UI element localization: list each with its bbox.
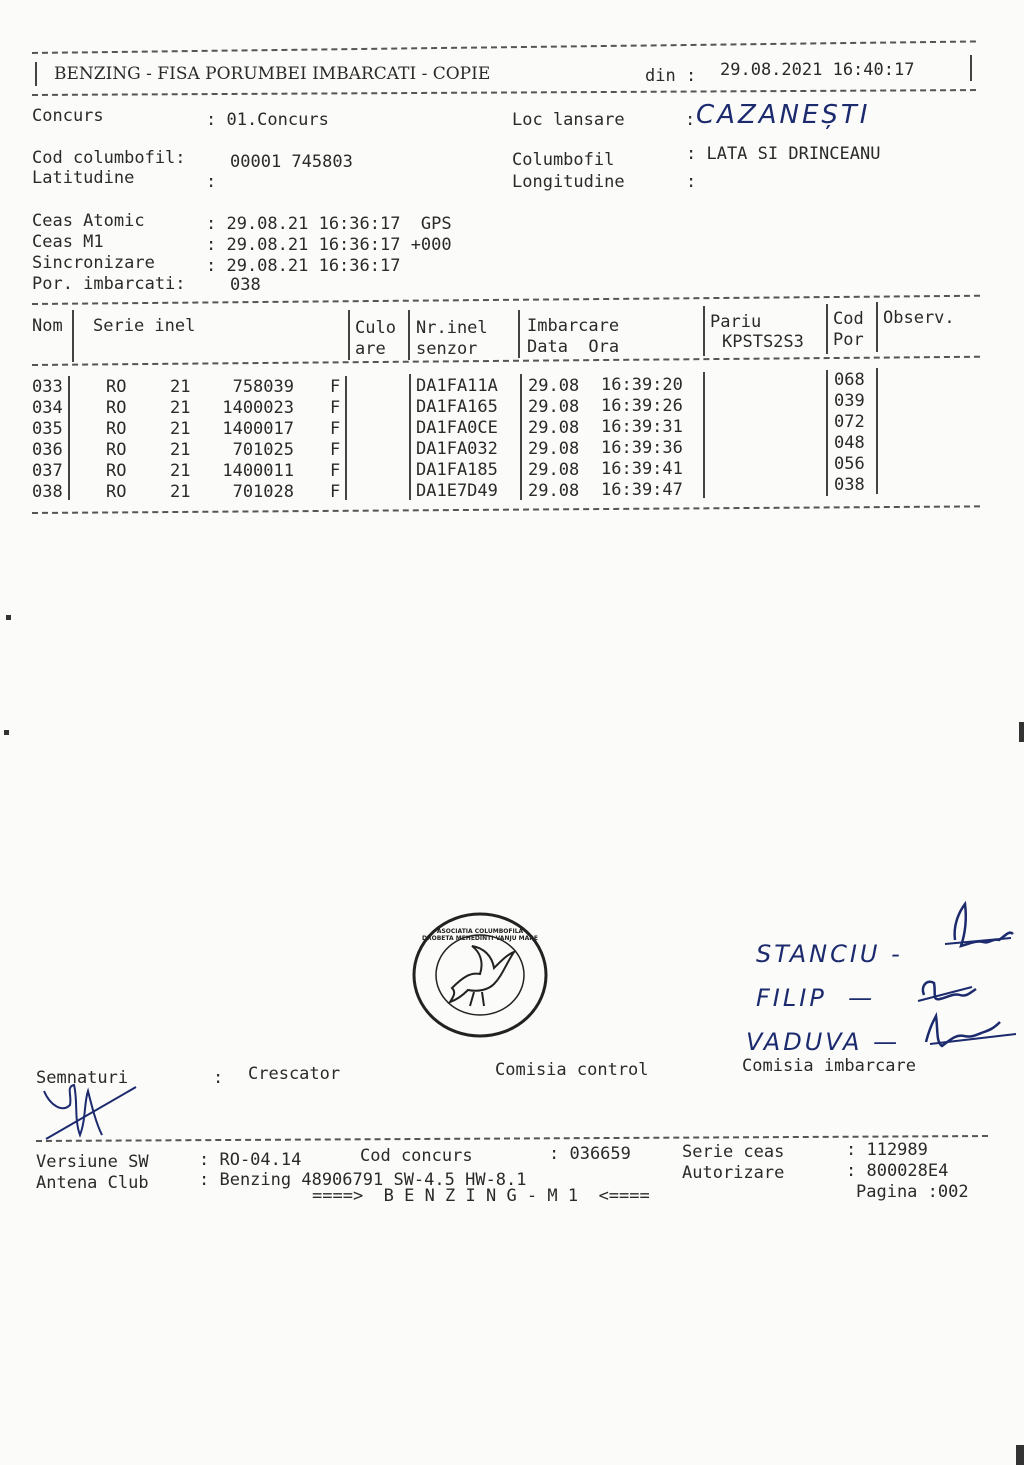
cod-concurs-label: Cod concurs [360, 1146, 473, 1166]
th-nom: Nom [32, 316, 63, 336]
th-pariu-2: KPSTS2S3 [722, 332, 804, 352]
sincronizare-label: Sincronizare [32, 253, 155, 273]
header-left-border [35, 62, 37, 86]
columbofil-value: : LATA SI DRINCEANU [686, 144, 881, 164]
signature-3-icon [920, 1012, 1020, 1056]
td-sep-4 [520, 374, 522, 500]
cell-sensor: DA1FA185 [416, 460, 498, 480]
cell-sensor: DA1FA0CE [416, 418, 498, 438]
th-sep-4 [518, 310, 520, 358]
antena-club-value: : Benzing 48906791 SW-4.5 HW-8.1 [199, 1170, 527, 1190]
cell-date: 29.08 [528, 439, 580, 459]
ceas-m1-value: : 29.08.21 16:36:17 +000 [206, 235, 452, 255]
concurs-value: : 01.Concurs [206, 110, 329, 130]
th-sep-1 [72, 310, 74, 362]
handwritten-name-3: VADUVA — [746, 1028, 911, 1056]
cell-sex: F [330, 482, 341, 502]
cell-year: 21 [170, 461, 191, 481]
cod-columbofil-value: 00001 745803 [230, 152, 353, 172]
cell-year: 21 [170, 377, 191, 397]
cell-cod: 068 [834, 370, 865, 390]
sincronizare-value: : 29.08.21 16:36:17 [206, 256, 401, 276]
cod-concurs-value: : 036659 [549, 1144, 631, 1164]
th-sep-3 [408, 310, 410, 360]
versiune-sw-label: Versiune SW [36, 1152, 149, 1172]
th-cod-1: Cod [833, 309, 864, 329]
cell-sensor: DA1FA032 [416, 439, 498, 459]
cell-sensor: DA1FA11A [416, 376, 498, 396]
cell-country: RO [106, 377, 127, 397]
handwritten-name-2: FILIP — [756, 984, 886, 1012]
td-sep-3 [409, 374, 411, 500]
autorizare-label: Autorizare [682, 1163, 785, 1183]
cell-country: RO [106, 398, 127, 418]
loc-lansare-colon: : [685, 110, 696, 130]
crescator-label: Crescator [248, 1064, 341, 1084]
th-sep-5 [703, 306, 705, 356]
cell-year: 21 [170, 398, 191, 418]
cell-cod: 048 [834, 433, 865, 453]
longitudine-label: Longitudine [512, 172, 625, 192]
cell-ring: 701025 [232, 440, 294, 460]
cell-sex: F [330, 398, 341, 418]
cell-date: 29.08 [528, 376, 580, 396]
cell-date: 29.08 [528, 460, 580, 480]
cell-ring: 1400011 [222, 461, 294, 481]
cell-sex: F [330, 440, 341, 460]
serie-ceas-value: : 112989 [846, 1140, 928, 1160]
td-sep-7 [876, 368, 878, 494]
cell-sensor: DA1FA165 [416, 397, 498, 417]
cell-sex: F [330, 461, 341, 481]
por-imbarcati-value: 038 [230, 275, 261, 295]
th-culoare-1: Culo [355, 318, 396, 338]
cell-cod: 039 [834, 391, 865, 411]
header-date-label: din : [645, 66, 697, 86]
cell-cod: 056 [834, 454, 865, 474]
cell-date: 29.08 [528, 418, 580, 438]
cell-cod: 072 [834, 412, 865, 432]
cell-sex: F [330, 419, 341, 439]
versiune-sw-value: : RO-04.14 [199, 1150, 302, 1170]
pagina-number: Pagina :002 [856, 1182, 969, 1202]
cell-cod: 038 [834, 475, 865, 495]
cell-country: RO [106, 419, 127, 439]
ceas-atomic-value: : 29.08.21 16:36:17 GPS [206, 214, 452, 234]
margin-mark [1016, 1445, 1024, 1465]
loc-lansare-handwritten: CAZANEȘTI [696, 100, 871, 130]
loc-lansare-label: Loc lansare [512, 110, 625, 130]
comisia-control-label: Comisia control [495, 1060, 649, 1080]
cell-nom: 036 [32, 440, 63, 460]
cell-nom: 033 [32, 377, 63, 397]
th-nr-inel-1: Nr.inel [416, 318, 488, 338]
header-date-value: 29.08.2021 16:40:17 [720, 60, 915, 80]
cell-ring: 1400023 [222, 398, 294, 418]
autorizare-value: : 800028E4 [846, 1161, 949, 1181]
th-nr-inel-2: senzor [416, 339, 478, 359]
th-imbarcare-2: Data Ora [527, 337, 620, 357]
cell-year: 21 [170, 419, 191, 439]
cell-year: 21 [170, 482, 191, 502]
cell-time: 16:39:31 [601, 417, 683, 437]
td-sep-6 [826, 370, 828, 496]
latitudine-label: Latitudine [32, 168, 135, 188]
cell-date: 29.08 [528, 397, 580, 417]
serie-ceas-label: Serie ceas [682, 1142, 785, 1162]
cell-ring: 1400017 [222, 419, 294, 439]
cell-country: RO [106, 440, 127, 460]
semnaturi-colon: : [213, 1068, 224, 1088]
cell-time: 16:39:36 [601, 438, 683, 458]
cell-country: RO [106, 461, 127, 481]
cell-year: 21 [170, 440, 191, 460]
cell-time: 16:39:47 [601, 480, 683, 500]
semnaturi-label: Semnaturi [36, 1068, 129, 1088]
benzing-banner: ====> B E N Z I N G - M 1 <==== [312, 1186, 650, 1206]
th-culoare-2: are [355, 339, 386, 359]
ceas-atomic-label: Ceas Atomic [32, 211, 145, 231]
latitudine-value: : [206, 172, 217, 192]
th-serie-inel: Serie inel [93, 316, 196, 336]
columbofil-label: Columbofil [512, 150, 615, 170]
header-title: BENZING - FISA PORUMBEI IMBARCATI - COPIE [54, 64, 491, 84]
table-top-rule [32, 295, 980, 305]
antena-club-label: Antena Club [36, 1173, 149, 1193]
margin-mark [1019, 722, 1024, 742]
cell-nom: 038 [32, 482, 63, 502]
association-stamp [410, 910, 550, 1040]
th-pariu-1: Pariu [710, 312, 762, 332]
stamp-text: ASOCIATIA COLUMBOFILA DROBETA MEHEDINTI VANJU MARE [422, 928, 538, 942]
margin-mark [6, 615, 11, 620]
concurs-label: Concurs [32, 106, 104, 126]
cell-nom: 034 [32, 398, 63, 418]
cell-time: 16:39:26 [601, 396, 683, 416]
por-imbarcati-label: Por. imbarcati: [32, 274, 186, 294]
cell-sex: F [330, 377, 341, 397]
cell-country: RO [106, 482, 127, 502]
cell-time: 16:39:20 [601, 375, 683, 395]
cell-ring: 701028 [232, 482, 294, 502]
handwritten-name-1: STANCIU - [756, 940, 914, 968]
signature-2-icon [910, 975, 980, 1015]
td-sep-5 [703, 372, 705, 498]
th-sep-7 [876, 302, 878, 352]
cell-date: 29.08 [528, 481, 580, 501]
header-bottom-rule [32, 89, 976, 96]
cell-time: 16:39:41 [601, 459, 683, 479]
header-right-border [970, 55, 972, 81]
ceas-m1-label: Ceas M1 [32, 232, 104, 252]
margin-mark [4, 730, 9, 735]
cell-nom: 035 [32, 419, 63, 439]
header-top-rule [32, 40, 976, 54]
comisia-imbarcare-label: Comisia imbarcare [742, 1056, 916, 1076]
td-sep-2 [345, 376, 347, 500]
signature-1-icon [935, 900, 1015, 960]
th-cod-2: Por [833, 330, 864, 350]
longitudine-value: : [686, 172, 697, 192]
th-observ: Observ. [883, 308, 955, 328]
crescator-signature-icon [36, 1075, 146, 1145]
td-sep-1 [68, 376, 70, 500]
cell-nom: 037 [32, 461, 63, 481]
cell-ring: 758039 [232, 377, 294, 397]
th-sep-6 [826, 304, 828, 354]
th-sep-2 [348, 310, 350, 360]
th-imbarcare-1: Imbarcare [527, 316, 620, 336]
table-header-rule [32, 356, 980, 366]
cell-sensor: DA1E7D49 [416, 481, 498, 501]
cod-columbofil-label: Cod columbofil: [32, 148, 186, 168]
table-bottom-rule [32, 505, 980, 514]
